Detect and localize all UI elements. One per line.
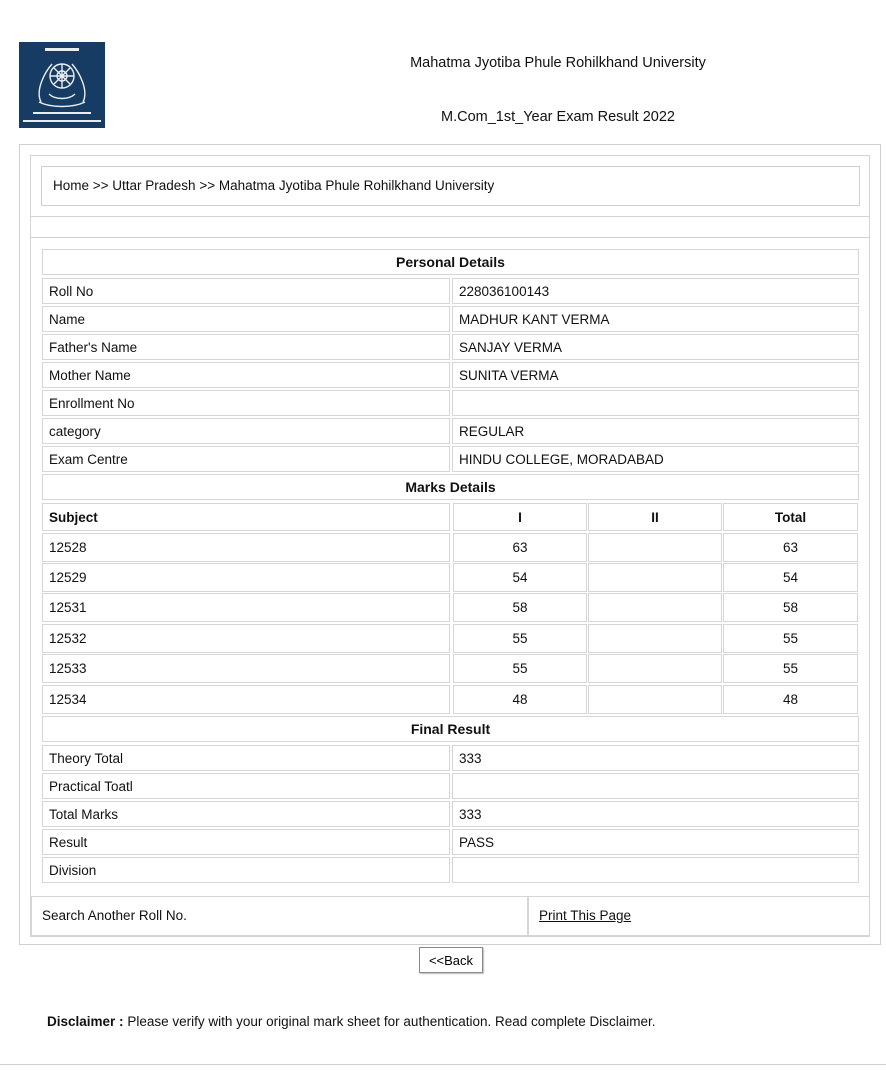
mother-name-label: Mother Name	[42, 362, 450, 388]
exam-title: M.Com_1st_Year Exam Result 2022	[441, 109, 675, 125]
print-cell	[528, 896, 870, 936]
paper-ii-marks	[588, 593, 722, 622]
theory-total-value: 333	[452, 745, 859, 771]
subject-column-header: Subject	[42, 503, 450, 531]
father-name-label: Father's Name	[42, 334, 450, 360]
paper-i-marks: 63	[453, 533, 587, 562]
category-label: category	[42, 418, 450, 444]
subject-code: 12533	[42, 654, 450, 683]
disclaimer-text: Please verify with your original mark sheet for authentication. Read complete Disclaimer.	[127, 1014, 656, 1029]
print-page-link[interactable]: Print This Page	[539, 908, 632, 923]
personal-details-heading: Personal Details	[42, 249, 859, 275]
subject-total-marks: 48	[723, 685, 858, 714]
result-value: PASS	[452, 829, 859, 855]
roll-no-label: Roll No	[42, 278, 450, 304]
enrollment-no-value	[452, 390, 859, 416]
disclaimer	[47, 1014, 656, 1029]
search-another-roll-no-link[interactable]: Search Another Roll No.	[31, 896, 528, 936]
subject-total-marks: 58	[723, 593, 858, 622]
final-result-heading: Final Result	[42, 716, 859, 742]
theory-total-label: Theory Total	[42, 745, 450, 771]
paper-i-marks: 58	[453, 593, 587, 622]
subject-code: 12532	[42, 624, 450, 653]
roll-no-value: 228036100143	[452, 278, 859, 304]
subject-total-marks: 55	[723, 654, 858, 683]
father-name-value: SANJAY VERMA	[452, 334, 859, 360]
back-button[interactable]: <<Back	[419, 947, 483, 973]
practical-total-label: Practical Toatl	[42, 773, 450, 799]
name-value: MADHUR KANT VERMA	[452, 306, 859, 332]
result-label: Result	[42, 829, 450, 855]
total-marks-label: Total Marks	[42, 801, 450, 827]
university-emblem-icon	[19, 42, 105, 128]
university-name: Mahatma Jyotiba Phule Rohilkhand University	[410, 55, 706, 71]
paper-ii-marks	[588, 685, 722, 714]
mother-name-value: SUNITA VERMA	[452, 362, 859, 388]
subject-total-marks: 55	[723, 624, 858, 653]
subject-code: 12528	[42, 533, 450, 562]
subject-code: 12531	[42, 593, 450, 622]
paper-ii-marks	[588, 654, 722, 683]
paper-ii-marks	[588, 563, 722, 592]
bottom-divider	[0, 1064, 886, 1065]
paper-ii-marks	[588, 624, 722, 653]
category-value: REGULAR	[452, 418, 859, 444]
subject-total-marks: 63	[723, 533, 858, 562]
enrollment-no-label: Enrollment No	[42, 390, 450, 416]
paper-i-marks: 54	[453, 563, 587, 592]
paper-i-marks: 55	[453, 654, 587, 683]
paper-ii-marks	[588, 533, 722, 562]
name-label: Name	[42, 306, 450, 332]
subject-code: 12534	[42, 685, 450, 714]
paper-ii-column-header: II	[588, 503, 722, 531]
division-value	[452, 857, 859, 883]
exam-centre-value: HINDU COLLEGE, MORADABAD	[452, 446, 859, 472]
subject-code: 12529	[42, 563, 450, 592]
divider	[31, 216, 869, 217]
divider	[31, 237, 869, 238]
total-column-header: Total	[723, 503, 858, 531]
exam-centre-label: Exam Centre	[42, 446, 450, 472]
paper-i-marks: 48	[453, 685, 587, 714]
paper-i-column-header: I	[453, 503, 587, 531]
subject-total-marks: 54	[723, 563, 858, 592]
division-label: Division	[42, 857, 450, 883]
disclaimer-label: Disclaimer :	[47, 1014, 124, 1029]
paper-i-marks: 55	[453, 624, 587, 653]
marks-details-heading: Marks Details	[42, 474, 859, 500]
breadcrumb: Home >> Uttar Pradesh >> Mahatma Jyotiba Phule Rohilkhand University	[41, 166, 860, 206]
total-marks-value: 333	[452, 801, 859, 827]
practical-total-value	[452, 773, 859, 799]
